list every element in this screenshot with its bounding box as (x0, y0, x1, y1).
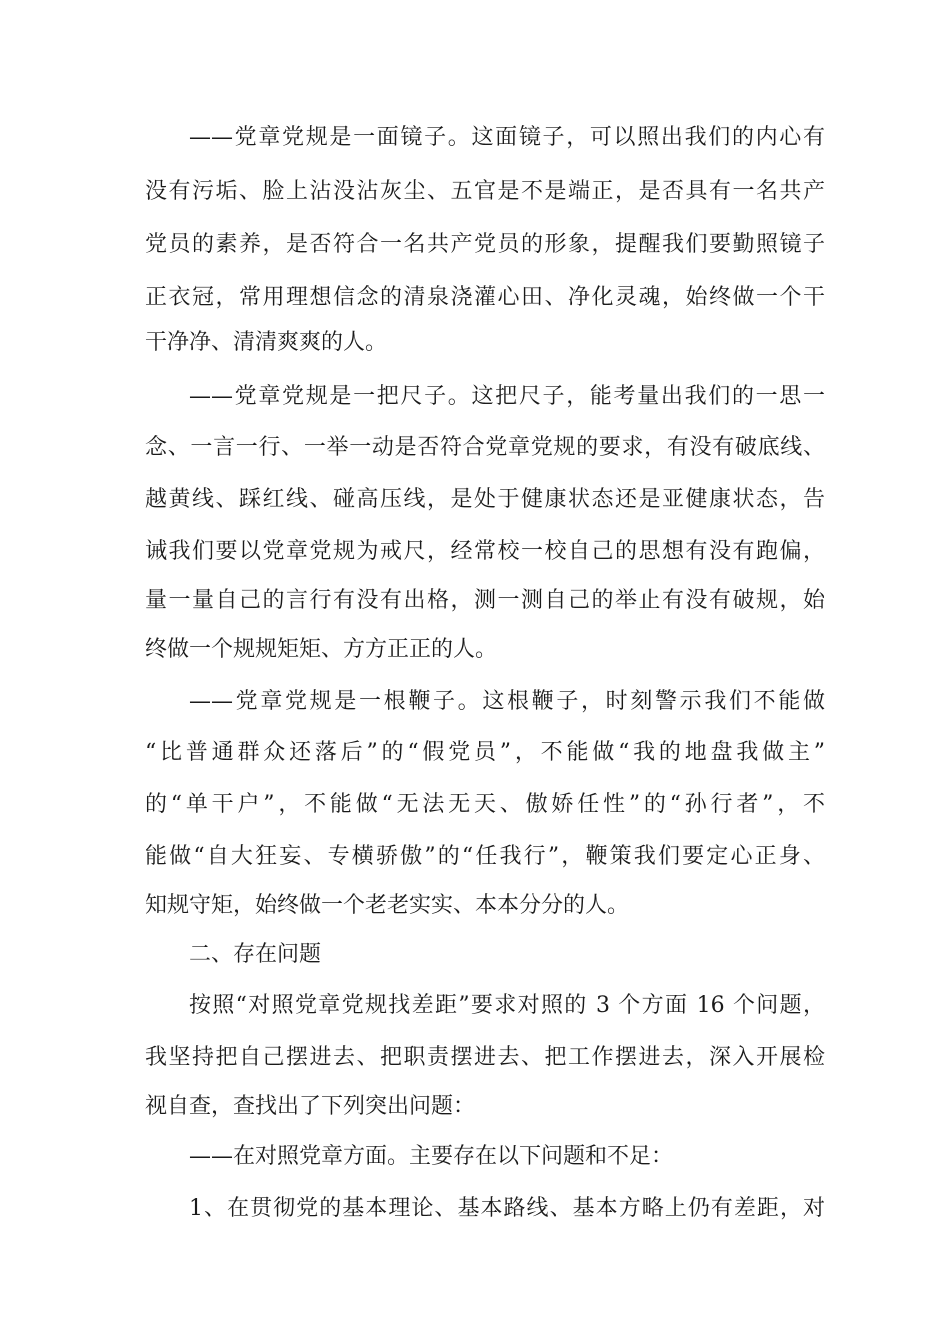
text-line: 视自查，查找出了下列突出问题： (145, 1094, 476, 1119)
text-line: ——党章党规是一面镜子。这面镜子，可以照出我们的内心有 (189, 125, 825, 150)
text-line: 终做一个规规矩矩、方方正正的人。 (145, 637, 498, 662)
text-line: 越黄线、踩红线、碰高压线，是处于健康状态还是亚健康状态，告 (145, 487, 825, 512)
text-line: 1、在贯彻党的基本理论、基本路线、基本方略上仍有差距，对 (189, 1196, 825, 1221)
section-heading: 二、存在问题 (189, 942, 322, 967)
text-line: 知规守矩，始终做一个老老实实、本本分分的人。 (145, 893, 630, 918)
text-line: 量一量自己的言行有没有出格，测一测自己的举止有没有破规，始 (145, 588, 825, 613)
text-line: 没有污垢、脸上沾没沾灰尘、五官是不是端正，是否具有一名共产 (145, 179, 825, 204)
text-line: 诫我们要以党章党规为戒尺，经常校一校自己的思想有没有跑偏， (145, 539, 825, 564)
text-line: “比普通群众还落后”的“假党员”，不能做“我的地盘我做主” (145, 740, 825, 765)
text-line: 的“单干户”，不能做“无法无天、傲娇任性”的“孙行者”，不 (145, 792, 825, 817)
text-line: 能做“自大狂妄、专横骄傲”的“任我行”，鞭策我们要定心正身、 (145, 844, 825, 869)
text-line: ——在对照党章方面。主要存在以下问题和不足： (189, 1144, 674, 1169)
text-line: 念、一言一行、一举一动是否符合党章党规的要求，有没有破底线、 (145, 435, 825, 460)
text-line: 我坚持把自己摆进去、把职责摆进去、把工作摆进去，深入开展检 (145, 1045, 825, 1070)
text-line: 党员的素养，是否符合一名共产党员的形象，提醒我们要勤照镜子 (145, 232, 825, 257)
text-line: 干净净、清清爽爽的人。 (145, 330, 388, 355)
text-line: 按照“对照党章党规找差距”要求对照的 3 个方面 16 个问题， (189, 993, 825, 1018)
text-line: 正衣冠，常用理想信念的清泉浇灌心田、净化灵魂，始终做一个干 (145, 285, 825, 310)
text-line: ——党章党规是一根鞭子。这根鞭子，时刻警示我们不能做 (189, 689, 825, 714)
text-line: ——党章党规是一把尺子。这把尺子，能考量出我们的一思一 (189, 384, 825, 409)
